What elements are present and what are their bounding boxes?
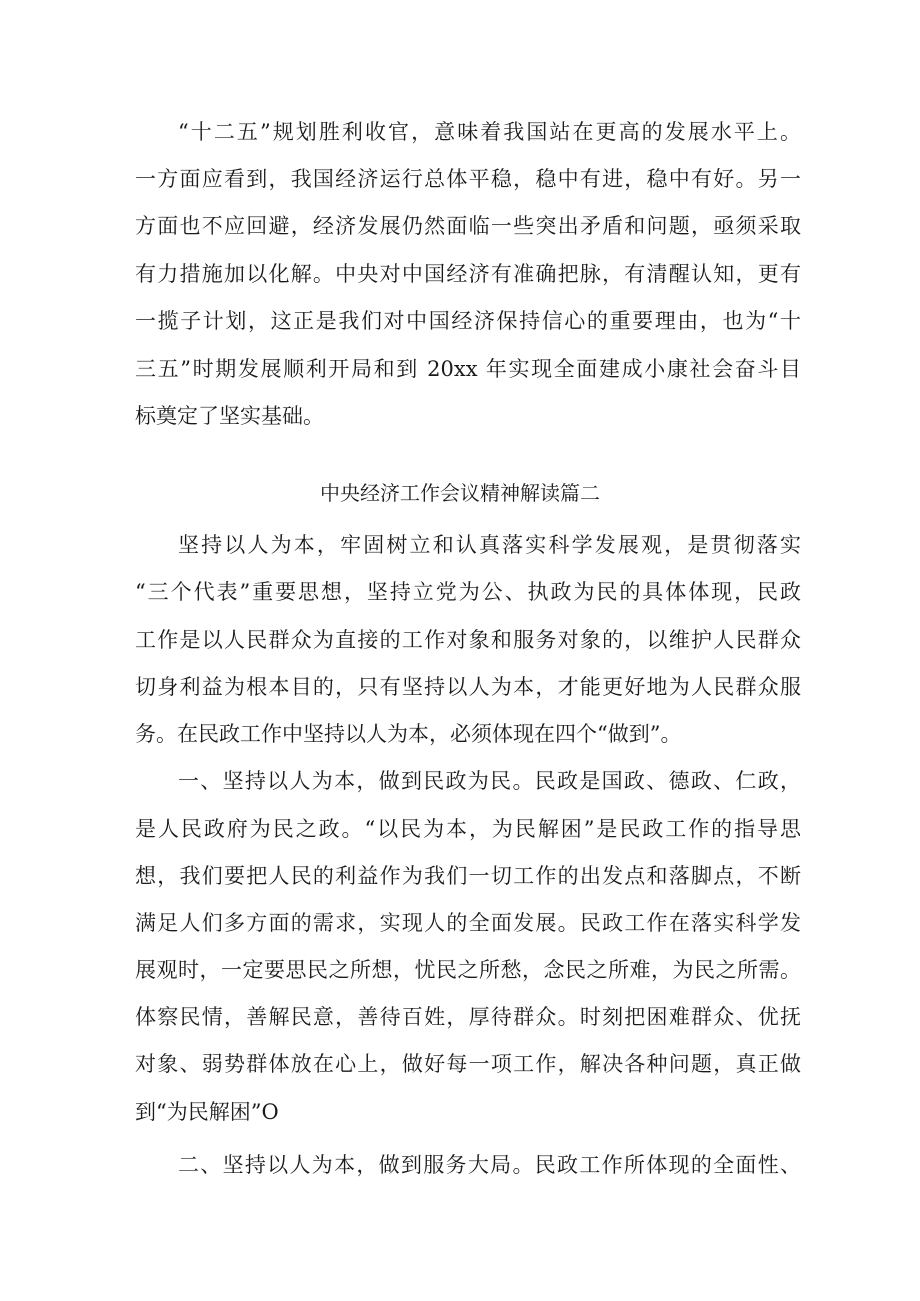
text-line: 一方面应看到，我国经济运行总体平稳，稳中有进，稳中有好。另一 — [135, 167, 801, 191]
text-line: 到“为民解困”O — [135, 1100, 279, 1124]
text-line: 切身利益为根本目的，只有坚持以人为本，才能更好地为人民群众服 — [135, 675, 801, 699]
text-line: 有力措施加以化解。中央对中国经济有准确把脉，有清醒认知，更有 — [135, 262, 801, 286]
text-line: 二、坚持以人为本，做到服务大局。民政工作所体现的全面性、 — [178, 1153, 801, 1177]
text-line: 想，我们要把人民的利益作为我们一切工作的出发点和落脚点，不断 — [135, 864, 801, 888]
text-line: 展观时，一定要思民之所想，忧民之所愁，念民之所难，为民之所需。 — [135, 958, 801, 982]
text-line: 是人民政府为民之政。“以民为本，为民解困”是民政工作的指导思 — [135, 817, 801, 841]
text-line: 满足人们多方面的需求，实现人的全面发展。民政工作在落实科学发 — [135, 911, 801, 935]
text-line: 坚持以人为本，牢固树立和认真落实科学发展观，是贯彻落实 — [178, 533, 801, 557]
text-line: 一、坚持以人为本，做到民政为民。民政是国政、德政、仁政， — [178, 769, 801, 793]
text-line: 标奠定了坚实基础。 — [135, 404, 324, 428]
text-line: 务。在民政工作中坚持以人为本，必须体现在四个“做到”。 — [135, 722, 682, 746]
text-line: 对象、弱势群体放在心上，做好每一项工作，解决各种问题，真正做 — [135, 1052, 801, 1076]
text-line: 体察民情，善解民意，善待百姓，厚待群众。时刻把困难群众、优抚 — [135, 1005, 801, 1029]
text-line: “三个代表”重要思想，坚持立党为公、执政为民的具体体现，民政 — [135, 580, 801, 604]
text-line: 方面也不应回避，经济发展仍然面临一些突出矛盾和问题，亟须采取 — [135, 214, 801, 238]
section-title: 中央经济工作会议精神解读篇二 — [320, 481, 600, 505]
text-line: 三五”时期发展顺利开局和到 20xx 年实现全面建成小康社会奋斗目 — [135, 357, 801, 381]
text-line: 一揽子计划，这正是我们对中国经济保持信心的重要理由，也为“十 — [135, 309, 801, 333]
text-line: “十二五”规划胜利收官，意味着我国站在更高的发展水平上。 — [178, 120, 801, 144]
text-line: 工作是以人民群众为直接的工作对象和服务对象的，以维护人民群众 — [135, 628, 801, 652]
